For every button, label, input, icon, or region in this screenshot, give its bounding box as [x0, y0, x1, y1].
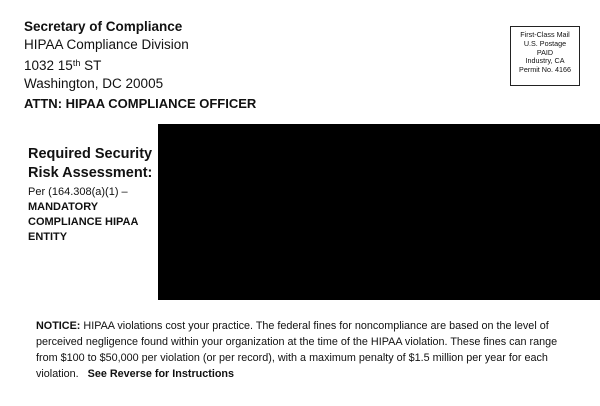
postage-paid: PAID	[536, 47, 554, 57]
assessment-reference: Per (164.308(a)(1) –	[28, 186, 128, 198]
street-name: ST	[80, 58, 102, 73]
assessment-mandatory: MANDATORY	[28, 201, 99, 213]
return-address	[24, 18, 256, 113]
sender-division: HIPAA Compliance Division	[24, 37, 189, 52]
postage-permit: Permit No. 4166	[519, 65, 571, 75]
sender-street	[24, 54, 256, 75]
assessment-title-line2: Risk Assessment:	[28, 165, 153, 181]
notice-label: NOTICE:	[36, 320, 81, 332]
assessment-title-line1: Required Security	[28, 146, 153, 162]
attn-line: ATTN: HIPAA COMPLIANCE OFFICER	[24, 96, 257, 111]
sender-city: Washington, DC 20005	[24, 76, 164, 91]
sender-name: Secretary of Compliance	[24, 19, 183, 34]
street-suffix: th	[72, 58, 81, 68]
notice-text: HIPAA violations cost your practice. The federal fines for noncompliance are based on the level of perceived negligence found within your organization at the time of the HIPAA violation. These fines can range from $100 to $50,000 per violation (or per record), with a maximum penalty of $1.5 million per year for each violation.	[36, 320, 558, 380]
postage-country: U.S. Postage	[523, 38, 567, 48]
risk-assessment-block	[28, 145, 158, 245]
street-number: 1032 15	[24, 58, 73, 73]
notice-paragraph	[36, 318, 564, 382]
postage-indicia	[510, 26, 580, 86]
see-reverse-instructions: See Reverse for Instructions	[87, 368, 235, 380]
postage-class: First-Class Mail	[520, 30, 570, 39]
assessment-compliance: COMPLIANCE HIPAA	[28, 216, 139, 228]
redacted-recipient-block	[158, 124, 600, 300]
postage-location: Industry, CA	[525, 56, 565, 66]
assessment-entity: ENTITY	[28, 231, 68, 243]
